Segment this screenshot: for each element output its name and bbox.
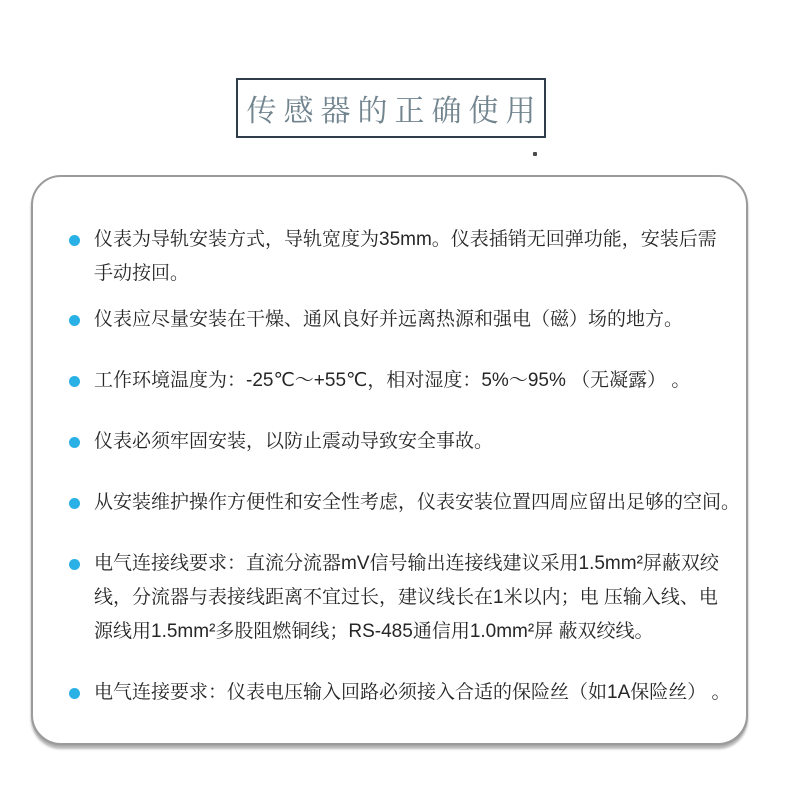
list-item (67, 547, 719, 649)
bullet-icon (69, 437, 80, 448)
bullet-icon (69, 559, 80, 570)
bullet-icon (69, 688, 80, 699)
bullet-icon (69, 498, 80, 509)
list-item-text (94, 425, 493, 459)
list-item-text (94, 486, 740, 520)
list-item-text (94, 223, 717, 291)
instructions-panel (31, 175, 748, 745)
list-item-line: 仪表应尽量安装在干燥、通风良好并远离热源和强电（磁）场的地方。 (94, 309, 684, 330)
list-item-line: 线，分流器与表接线距离不宜过长，建议线长在1米以内；电 压输入线、电 (94, 587, 718, 608)
list-item-line: 从安装维护操作方便性和安全性考虑，仪表安装位置四周应留出足够的空间。 (94, 492, 741, 513)
dot-artifact (533, 152, 537, 156)
list-item (67, 223, 717, 291)
list-item (67, 486, 741, 520)
page-title: 传感器的正确使用 (246, 95, 543, 128)
list-item-text (94, 303, 683, 337)
list-item (67, 364, 712, 398)
list-item-line: 源线用1.5mm²多股阻燃铜线；RS-485通信用1.0mm²屏 蔽双绞线。 (94, 621, 654, 642)
list-item (67, 303, 712, 337)
list-item-line: 电气连接线要求：直流分流器mV信号输出连接线建议采用1.5mm²屏蔽双绞 (94, 553, 719, 574)
list-item-line: 工作环境温度为：-25℃～+55℃，相对湿度：5%～95% （无凝露） 。 (94, 370, 691, 391)
list-item (67, 676, 731, 710)
list-item-line: 仪表必须牢固安装，以防止震动导致安全事故。 (94, 431, 494, 452)
list-item-text (94, 547, 719, 649)
list-item-text (94, 676, 731, 710)
title-box (236, 78, 546, 138)
bullet-icon (69, 376, 80, 387)
bullet-icon (69, 315, 80, 326)
list-item-line: 电气连接要求：仪表电压输入回路必须接入合适的保险丝（如1A保险丝） 。 (94, 682, 731, 703)
list-item-line: 仪表为导轨安装方式，导轨宽度为35mm。仪表插销无回弹功能，安装后需 (94, 229, 717, 250)
bullet-icon (69, 235, 80, 246)
list-item (67, 425, 712, 459)
bullet-list (67, 223, 741, 710)
list-item-line: 手动按回。 (94, 263, 190, 284)
list-item-text (94, 364, 690, 398)
